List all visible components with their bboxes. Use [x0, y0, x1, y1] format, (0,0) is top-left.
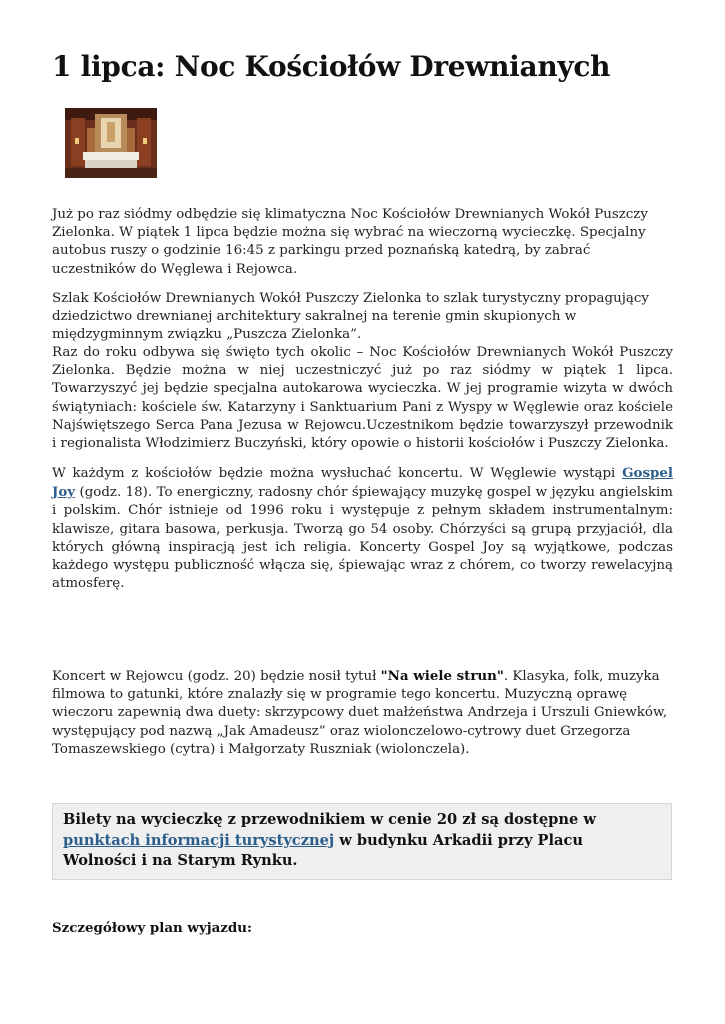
concert-paragraph [52, 464, 673, 593]
concert-text-end: (godz. 18). To energiczny, radosny chór śpiewający muzykę gospel w języku angielskim i polskim. Chór istnieje od 1996 roku i występuje z pełnym składem instrumentalnym: klawisze, gitara basowa, perkusja. Tworzą go 54 osoby. Chórzyści są grupą przyjaciół, dla których główną inspiracją jest ich religia. Koncerty Gospel Joy są wyjątkowe, podczas każdego występu publiczność włącza się, śpiewając wraz z chórem, co tworzy rewelacyjną atmosferę. [52, 485, 673, 592]
trail-paragraph-2: Raz do roku odbywa się święto tych okolic – Noc Kościołów Drewnianych Wokół Puszczy Zielonka. Będzie można w niej uczestniczyć już po raz siódmy w piątek 1 lipca. Towarzyszyć jej będzie specjalna autokarowa wycieczka. W jej programie wizyta w dwóch świątyniach: kościele św. Katarzyny i Sanktuarium Pani z Wyspy w Węglewie oraz kościele Najświętszego Serca Pana Jezusa w Rejowcu.Uczestnikom będzie towarzyszył przewodnik i regionalista Włodzimierz Buczyński, który opowie o historii kościołów i Puszczy Zielonka. [52, 345, 673, 452]
concert-title: "Na wiele strun" [380, 668, 504, 684]
concert-text-start: W każdym z kościołów będzie można wysłuchać koncertu. W Węglewie wystąpi [52, 466, 623, 481]
tourist-info-link[interactable]: punktach informacji turystycznej [63, 831, 335, 849]
rejowiec-text-start: Koncert w Rejowcu (godz. 20) będzie nosił tytuł [52, 669, 381, 684]
tickets-text-start: Bilety na wycieczkę z przewodnikiem w cenie 20 zł są dostępne w [63, 811, 596, 828]
article-title: 1 lipca: Noc Kościołów Drewnianych [52, 50, 611, 83]
rejowiec-paragraph [52, 667, 673, 759]
plan-heading: Szczegółowy plan wyjazdu: [52, 920, 252, 936]
trail-paragraph-1: Szlak Kościołów Drewnianych Wokół Puszczy Zielonka to szlak turystyczny propagujący dziedzictwo drewnianej architektury sakralnej na terenie gmin skupionych w międzygminnym związku „Puszcza Zielonka”. [52, 291, 649, 343]
church-interior-photo [65, 108, 157, 178]
rejowiec-text-end: . Klasyka, folk, muzyka filmowa to gatunki, które znalazły się w programie tego koncertu. Muzyczną oprawę wieczoru zapewnią dwa duety: skrzypcowy duet małżeństwa Andrzeja i Urszuli Gniewków, występujący pod nazwą „Jak Amadeusz” oraz wiolonczelowo-cytrowy duet Grzegorza Tomaszewskiego (cytra) i Małgorzaty Ruszniak (wiolonczela). [52, 669, 668, 757]
intro-paragraph: Już po raz siódmy odbędzie się klimatyczna Noc Kościołów Drewnianych Wokół Puszczy Zielonka. W piątek 1 lipca będzie można się wybrać na wieczorną wycieczkę. Specjalny autobus ruszy o godzinie 16:45 z parkingu przed poznańską katedrą, by zabrać uczestników do Węglewa i Rejowca. [52, 207, 648, 277]
tickets-notice [52, 803, 672, 880]
tickets-text-end: w budynku Arkadii przy Placu Wolności i na Starym Rynku. [63, 831, 583, 869]
gospel-joy-link[interactable]: Gospel Joy [52, 465, 673, 501]
